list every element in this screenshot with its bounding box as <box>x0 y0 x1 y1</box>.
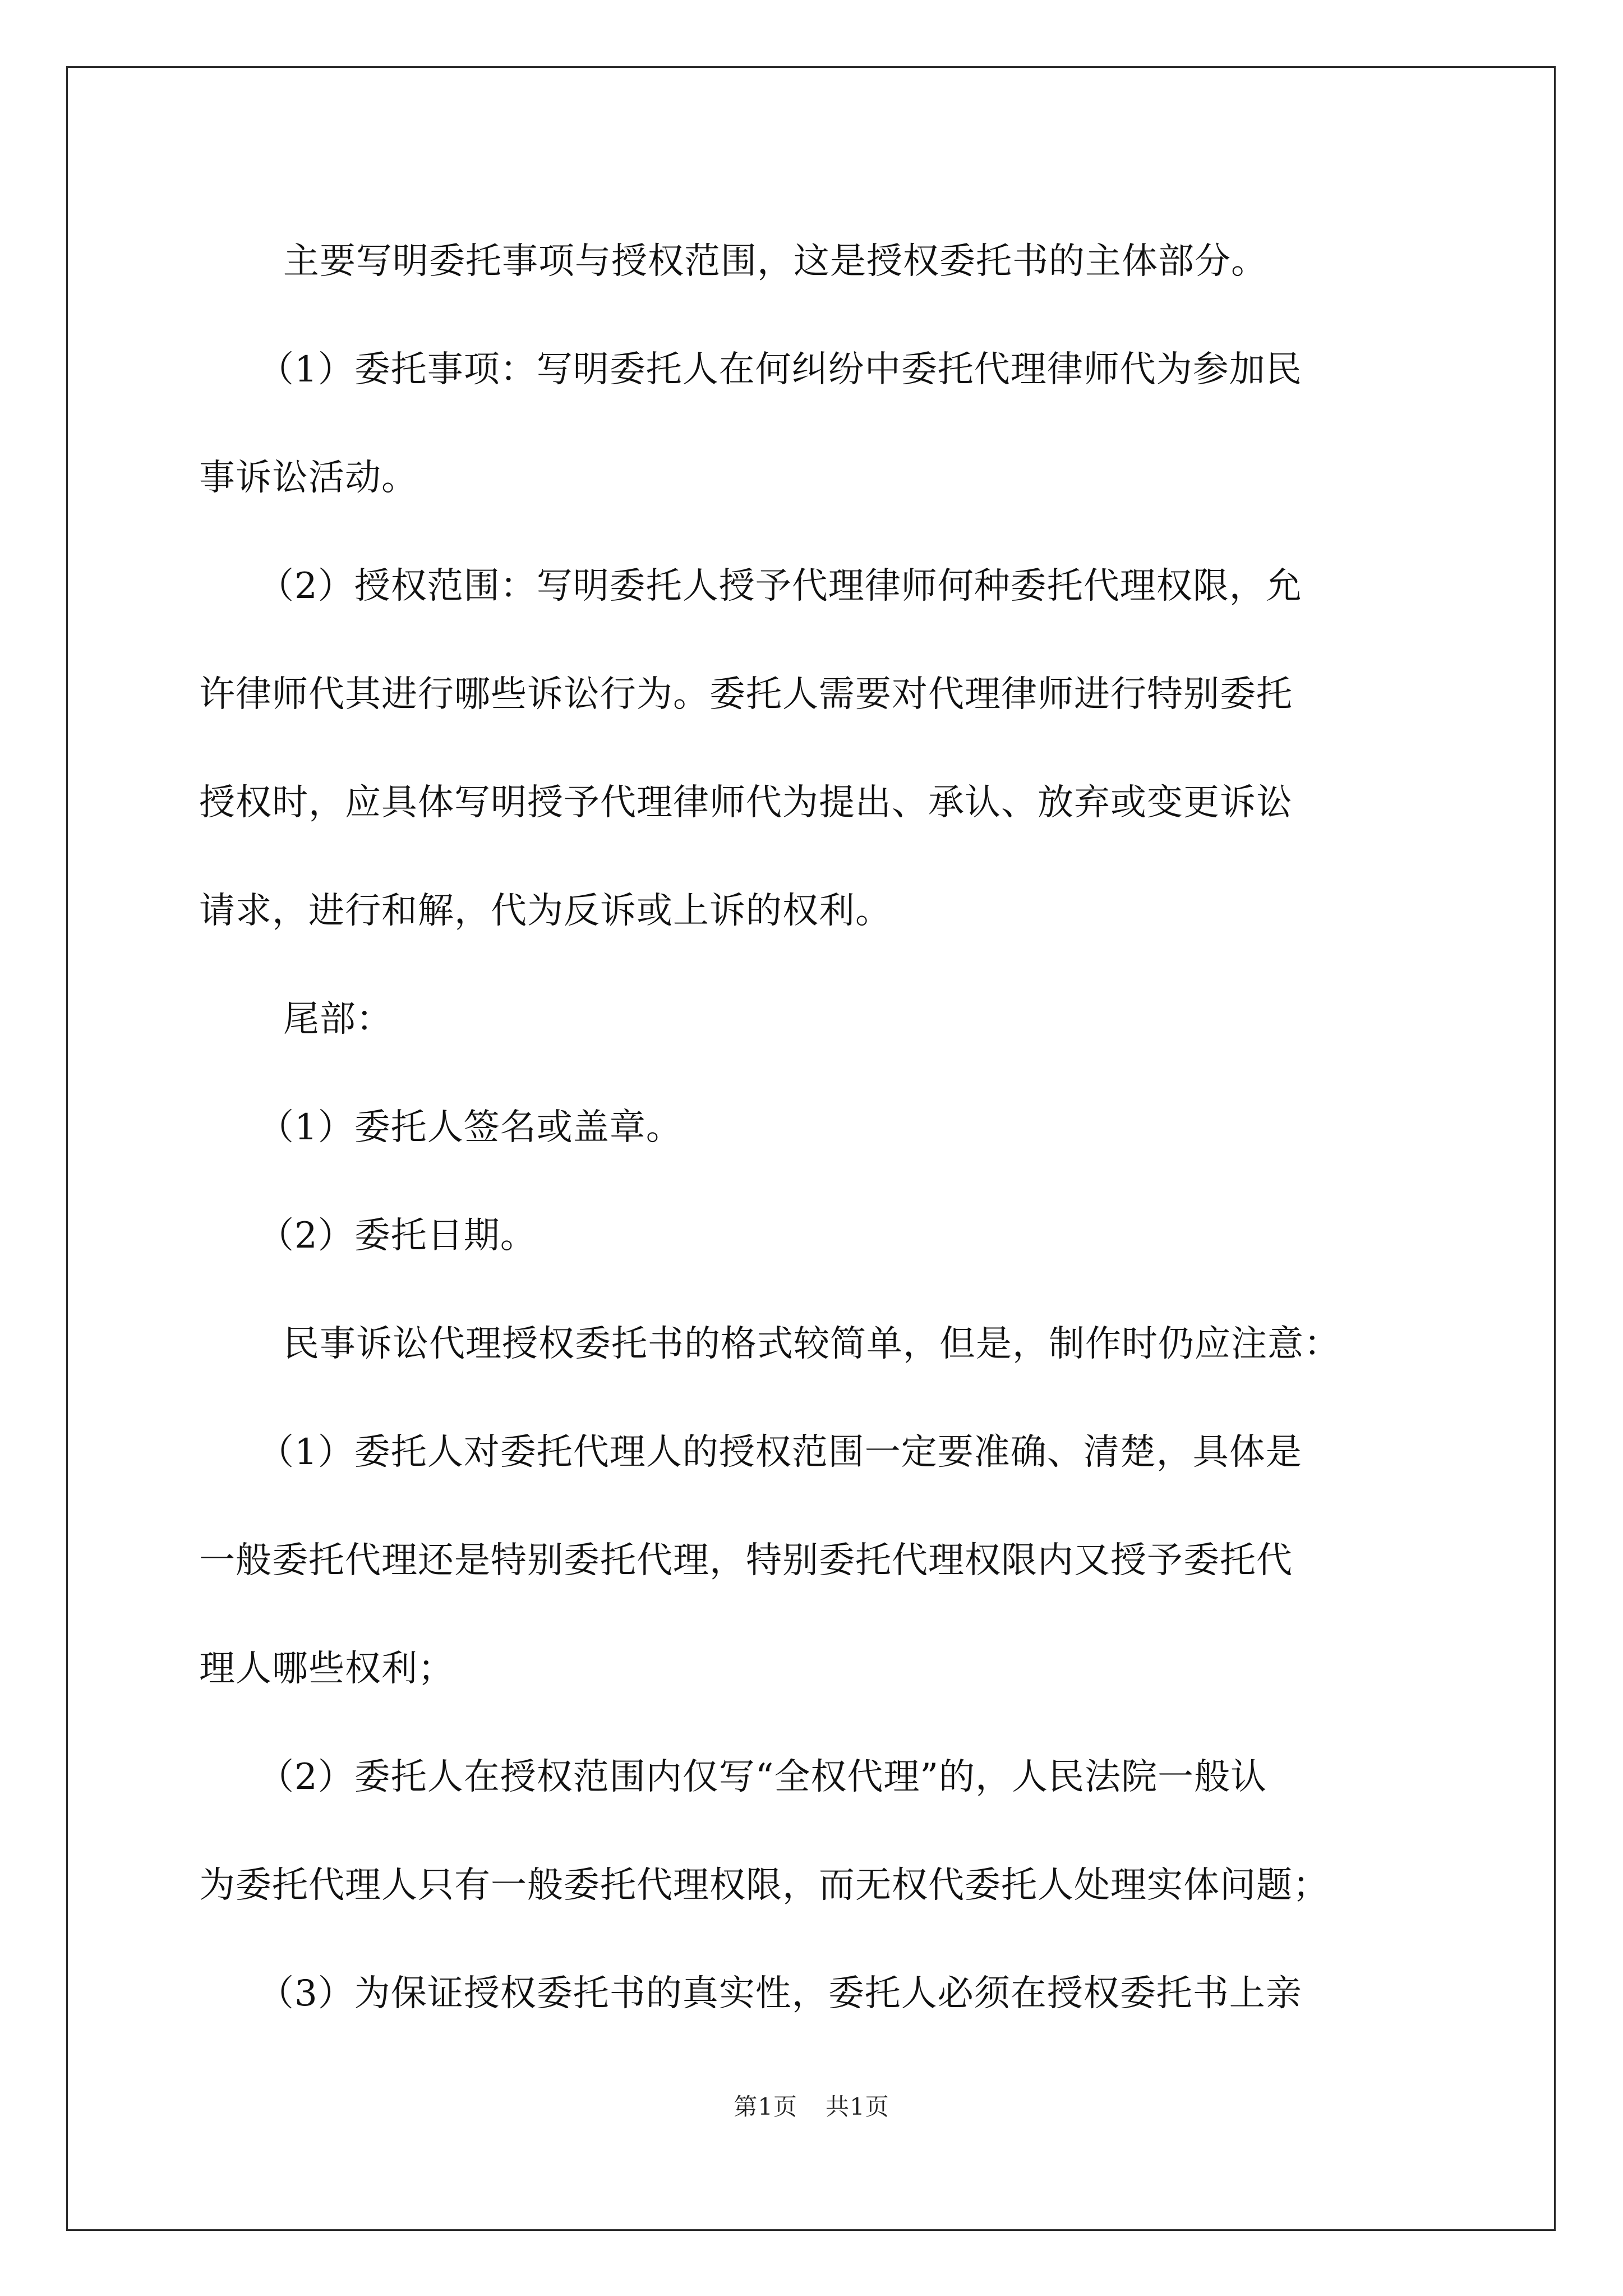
paragraph-tail-item-2: （2）委托日期。 <box>258 1215 537 1257</box>
paragraph-note-1-line-2: 一般委托代理还是特别委托代理，特别委托代理权限内又授予委托代 <box>199 1540 1293 1581</box>
paragraph-tail-item-1: （1）委托人签名或盖章。 <box>258 1107 683 1148</box>
page-number: 第1页 <box>734 2093 797 2120</box>
page-total: 共1页 <box>826 2093 889 2120</box>
paragraph-item-2-line-4: 请求，进行和解，代为反诉或上诉的权利。 <box>199 890 892 932</box>
paragraph-note-1-line-1: （1）委托人对委托代理人的授权范围一定要准确、清楚，具体是 <box>258 1432 1302 1473</box>
paragraph-tail-heading: 尾部： <box>283 999 393 1040</box>
paragraph-note-1-line-3: 理人哪些权利； <box>199 1648 454 1690</box>
paragraph-main-content: 主要写明委托事项与授权范围，这是授权委托书的主体部分。 <box>283 241 1267 282</box>
document-body <box>199 208 1433 2048</box>
paragraph-item-2-line-1: （2）授权范围：写明委托人授予代理律师何种委托代理权限，允 <box>258 565 1302 607</box>
paragraph-note-3-line-1: （3）为保证授权委托书的真实性，委托人必须在授权委托书上亲 <box>258 1973 1302 2014</box>
paragraph-notes-intro: 民事诉讼代理授权委托书的格式较简单，但是，制作时仍应注意： <box>283 1323 1340 1365</box>
page-footer <box>0 2088 1623 2122</box>
paragraph-item-2-line-2: 许律师代其进行哪些诉讼行为。委托人需要对代理律师进行特别委托 <box>199 674 1293 715</box>
paragraph-note-2-line-1: （2）委托人在授权范围内仅写“全权代理”的，人民法院一般认 <box>258 1756 1267 1798</box>
paragraph-item-1-line-1: （1）委托事项：写明委托人在何纠纷中委托代理律师代为参加民 <box>258 349 1302 390</box>
paragraph-note-2-line-2: 为委托代理人只有一般委托代理权限，而无权代委托人处理实体问题； <box>199 1865 1329 1906</box>
paragraph-item-1-line-2: 事诉讼活动。 <box>199 457 418 499</box>
paragraph-item-2-line-3: 授权时，应具体写明授予代理律师代为提出、承认、放弃或变更诉讼 <box>199 782 1293 823</box>
